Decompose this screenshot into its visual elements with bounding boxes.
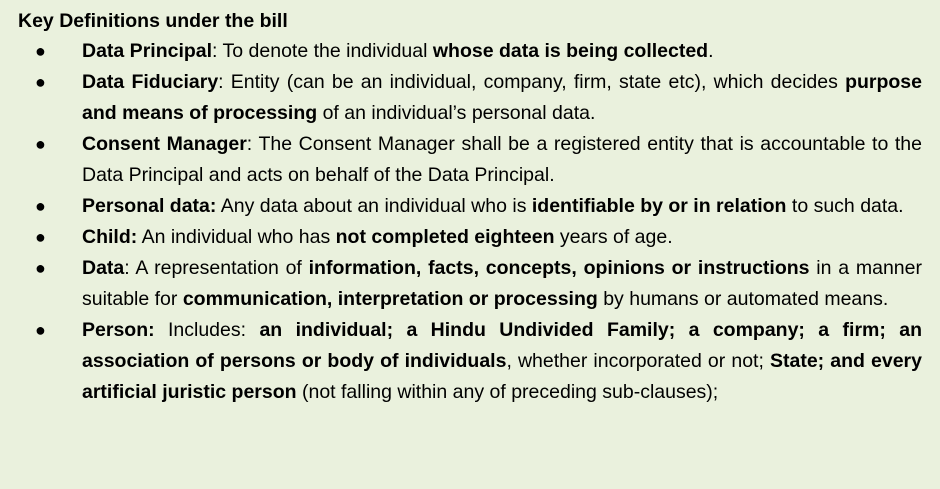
definition-text: of an individual’s personal data. xyxy=(317,102,596,124)
definitions-list xyxy=(18,36,922,408)
bullet-icon: ● xyxy=(35,320,46,340)
definition-term: Data Principal xyxy=(82,40,213,62)
definition-emphasis: not completed eighteen xyxy=(335,226,555,248)
definition-emphasis: identifiable by or in relation xyxy=(531,195,787,217)
definition-item xyxy=(18,191,922,222)
definition-item xyxy=(18,315,922,408)
bullet-icon: ● xyxy=(35,258,46,278)
definition-text: (not falling within any of preceding sub-clauses); xyxy=(296,381,719,403)
definition-emphasis: an individual; a Hindu Undivided Family; a company; a firm; an association of persons or body of individuals xyxy=(82,319,923,372)
definition-text: : The Consent Manager shall be a registered entity that is accountable to the Data Principal and acts on behalf of the Data Principal. xyxy=(82,133,922,186)
bullet-icon: ● xyxy=(35,72,46,92)
definition-term: Data xyxy=(82,257,125,279)
definition-term: Personal data: xyxy=(82,195,217,217)
definition-text: to such data. xyxy=(786,195,904,217)
definition-term: Person: xyxy=(82,319,155,341)
definition-text: , whether incorporated or not; xyxy=(506,350,770,372)
bullet-icon: ● xyxy=(35,227,46,247)
definition-item xyxy=(18,222,922,253)
definition-emphasis: information, facts, concepts, opinions or instructions xyxy=(308,257,810,279)
definition-text: : A representation of xyxy=(124,257,309,279)
bullet-icon: ● xyxy=(35,134,46,154)
definition-text: in a manner suitable for xyxy=(82,257,922,310)
definition-emphasis: communication, interpretation or processing xyxy=(182,288,598,310)
section-heading: Key Definitions under the bill xyxy=(18,10,288,32)
definition-text: . xyxy=(708,40,714,62)
definition-emphasis: whose data is being collected xyxy=(432,40,709,62)
definition-text: Any data about an individual who is xyxy=(216,195,532,217)
definition-text: Includes: xyxy=(154,319,260,341)
definition-emphasis: State; and every artificial juristic person xyxy=(82,350,922,403)
definition-item xyxy=(18,129,922,191)
bullet-icon: ● xyxy=(35,41,46,61)
definition-text: An individual who has xyxy=(137,226,336,248)
definition-term: Consent Manager xyxy=(82,133,247,155)
definition-term: Data Fiduciary xyxy=(82,71,219,93)
definition-text: : To denote the individual xyxy=(212,40,433,62)
definition-item xyxy=(18,253,922,315)
definition-text: : Entity (can be an individual, company, firm, state etc), which decides xyxy=(218,71,846,93)
definition-item xyxy=(18,36,922,67)
bullet-icon: ● xyxy=(35,196,46,216)
definition-text: by humans or automated means. xyxy=(597,288,889,310)
definition-item xyxy=(18,67,922,129)
definition-term: Child: xyxy=(82,226,138,248)
definition-text: years of age. xyxy=(554,226,673,248)
definition-emphasis: purpose and means of processing xyxy=(82,71,922,124)
